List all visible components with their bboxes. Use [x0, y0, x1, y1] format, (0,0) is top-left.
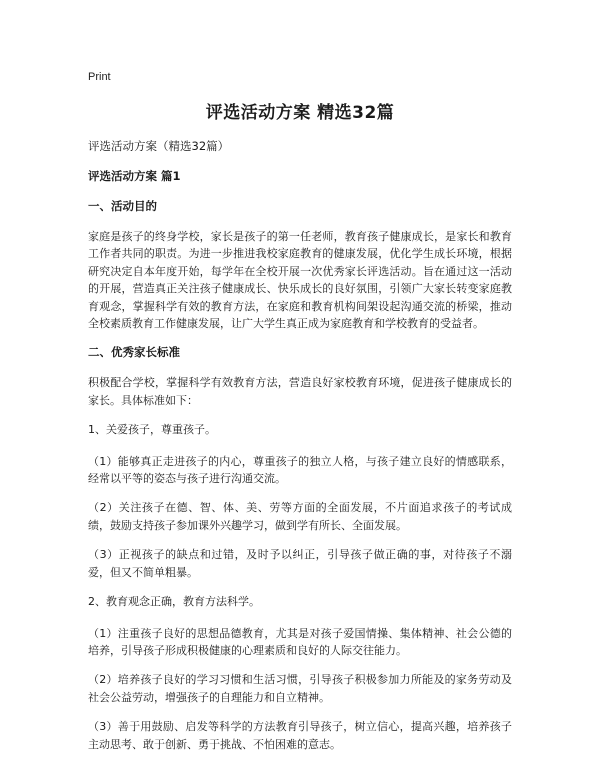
part2-intro: 积极配合学校，掌握科学有效教育方法，营造良好家校教育环境，促进孩子健康成长的家长。具体标准如下：: [88, 376, 512, 407]
standard-item-2-1: （1）注重孩子良好的思想品德教育，尤其是对孩子爱国情操、集体精神、社会公德的培养，引导孩子形成积极健康的心理素质和良好的人际交往能力。: [88, 626, 512, 657]
document-subtitle: 评选活动方案（精选32篇）: [88, 139, 230, 153]
standard-item-1-1: （1）能够真正走进孩子的内心，尊重孩子的独立人格，与孩子建立良好的情感联系，经常以平等的姿态与孩子进行沟通交流。: [88, 454, 512, 486]
page-title: 评选活动方案 精选32篇: [205, 103, 395, 123]
part1-heading: 一、活动目的: [88, 199, 157, 213]
standard-item-1-3: （3）正视孩子的缺点和过错，及时予以纠正，引导孩子做正确的事，对待孩子不溺爱，但又不简单粗暴。: [88, 548, 512, 579]
print-link[interactable]: Print: [88, 71, 111, 83]
standard-item-1: 1、关爱孩子，尊重孩子。: [88, 423, 216, 437]
standard-item-2-3: （3）善于用鼓励、启发等科学的方法教育引导孩子，树立信心，提高兴趣，培养孩子主动思考、敢于创新、勇于挑战、不怕困难的意志。: [88, 720, 512, 751]
standard-item-2-2: （2）培养孩子良好的学习习惯和生活习惯，引导孩子积极参加力所能及的家务劳动及社会公益劳动，增强孩子的自理能力和自立精神。: [88, 673, 512, 704]
standard-item-2: 2、教育观念正确，教育方法科学。: [88, 595, 260, 609]
part2-heading: 二、优秀家长标准: [88, 345, 180, 360]
section-heading: 评选活动方案 篇1: [88, 169, 181, 183]
part1-body: 家庭是孩子的终身学校，家长是孩子的第一任老师，教育孩子健康成长，是家长和教育工作者共同的职责。为进一步推进我校家庭教育的健康发展，优化学生成长环境，根据研究决定自本年度开始，每学年在全校开展一次优秀家长评选活动。旨在通过这一活动的开展，营造真正关注孩子健康成长、快乐成长的良好氛围，引领广大家长转变家庭教育观念，掌握科学有效的教育方法，在家庭和教育机构间架设起沟通交流的桥梁，推动全校素质教育工作健康发展，让广大学生真正成为家庭教育和学校教育的受益者。: [88, 230, 512, 331]
standard-item-1-2: （2）关注孩子在德、智、体、美、劳等方面的全面发展，不片面追求孩子的考试成绩，鼓励支持孩子参加课外兴趣学习，做到学有所长、全面发展。: [88, 501, 512, 532]
